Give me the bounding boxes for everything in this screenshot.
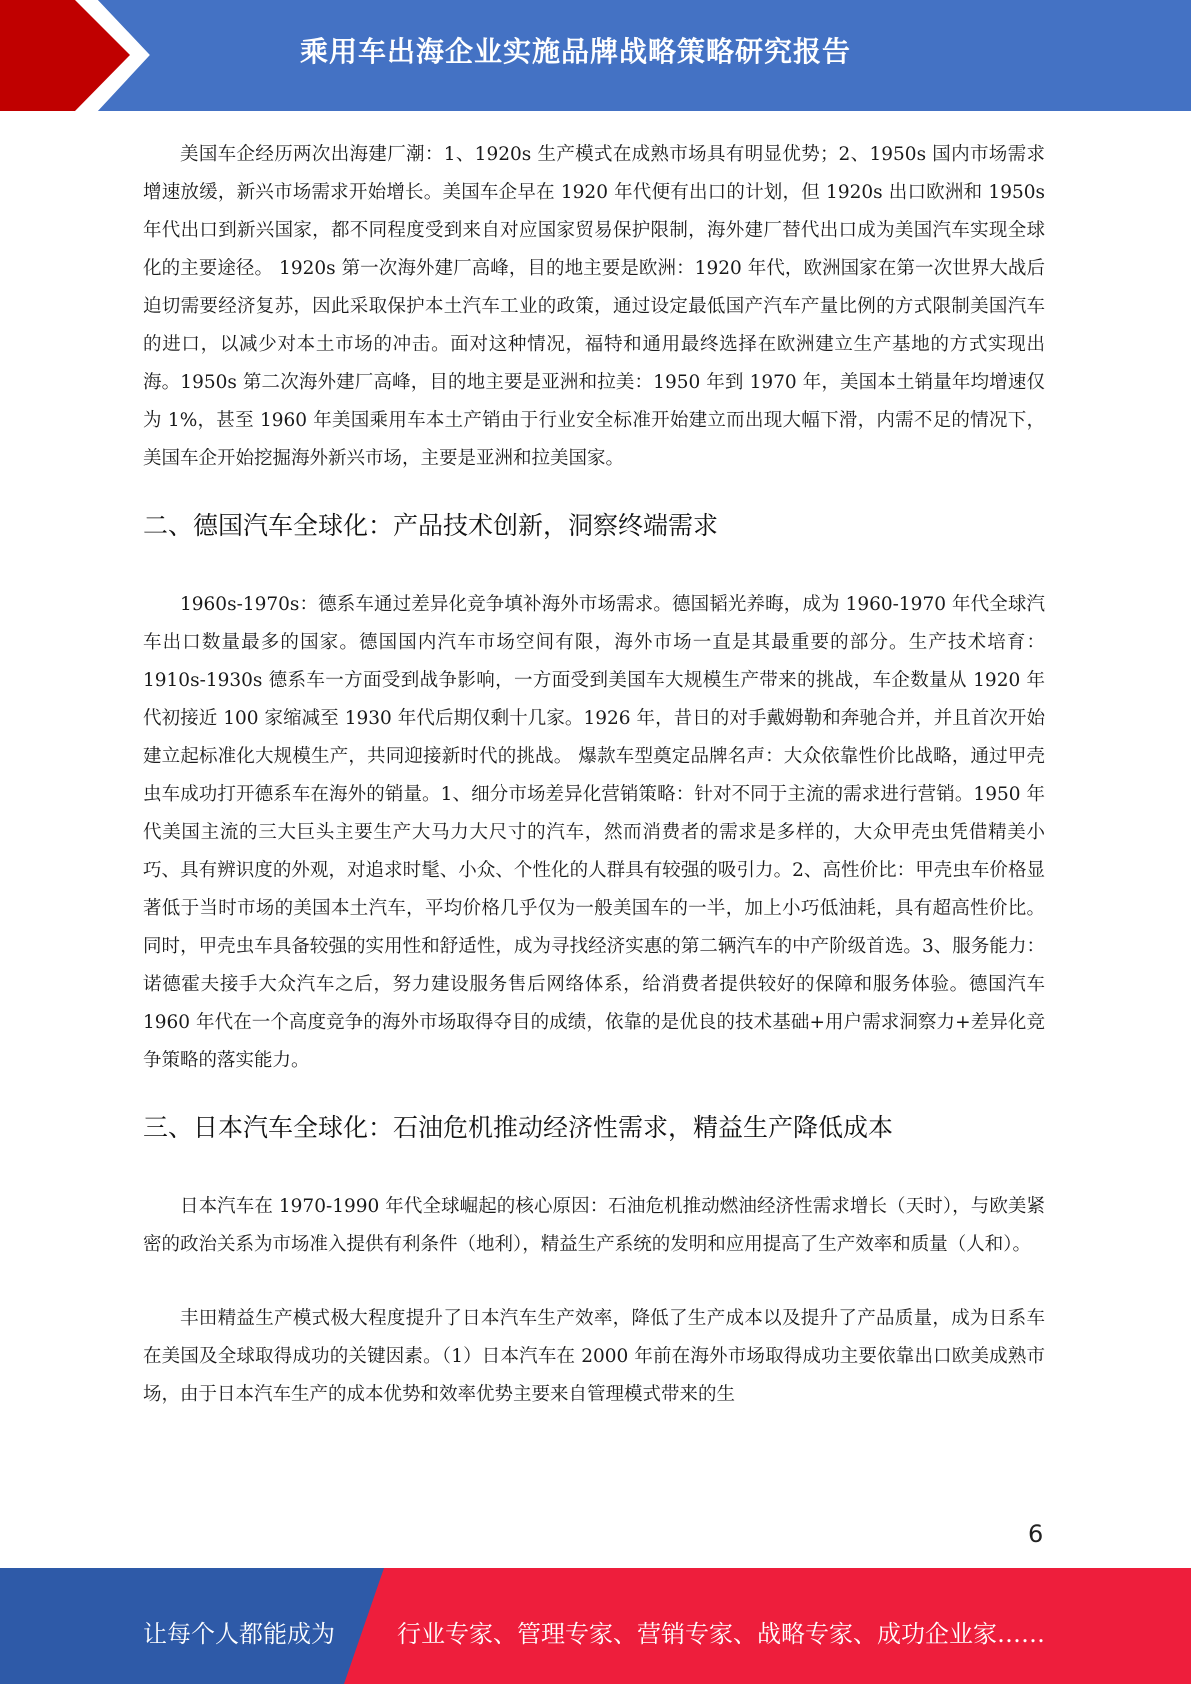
footer-slogan-left: 让每个人都能成为 [143, 1620, 335, 1648]
paragraph-japan-rise: 日本汽车在 1970-1990 年代全球崛起的核心原因：石油危机推动燃油经济性需求增长（天时），与欧美紧密的政治关系为市场准入提供有利条件（地利），精益生产系统的发明和应用提高了生产效率和质量（人和）。 [143, 1196, 1045, 1255]
page-footer [0, 1568, 1191, 1684]
paragraph-us-expansion: 美国车企经历两次出海建厂潮：1、1920s 生产模式在成熟市场具有明显优势；2、1950s 国内市场需求增速放缓，新兴市场需求开始增长。美国车企早在 1920 年代便有出口的计划，但 1920s 出口欧洲和 1950s 年代出口到新兴国家，都不同程度受到来自对应国家贸易保护限制，海外建厂替代出口成为美国汽车实现全球化的主要途径。 1920s 第一次海外建厂高峰，目的地主要是欧洲：1920 年代，欧洲国家在第一次世界大战后迫切需要经济复苏，因此采取保护本土汽车工业的政策，通过设定最低国产汽车产量比例的方式限制美国汽车的进口，以减少对本土市场的冲击。面对这种情况，福特和通用最终选择在欧洲建立生产基地的方式实现出海。1950s 第二次海外建厂高峰，目的地主要是亚洲和拉美：1950 年到 1970 年，美国本土销量年均增速仅为 1%，甚至 1960 年美国乘用车本土产销由于行业安全标准开始建立而出现大幅下滑，内需不足的情况下，美国车企开始挖掘海外新兴市场，主要是亚洲和拉美国家。 [143, 144, 1045, 469]
report-body [143, 136, 1045, 1414]
page-number: 6 [1028, 1520, 1044, 1548]
report-title: 乘用车出海企业实施品牌战略策略研究报告 [300, 35, 852, 68]
header-red-arrow-icon [0, 0, 160, 111]
section-heading-japan: 三、日本汽车全球化：石油危机推动经济性需求，精益生产降低成本 [143, 1113, 894, 1142]
footer-slogan-right: 行业专家、管理专家、营销专家、战略专家、成功企业家…… [397, 1620, 1045, 1648]
paragraph-germany: 1960s-1970s：德系车通过差异化竞争填补海外市场需求。德国韬光养晦，成为 1960-1970 年代全球汽车出口数量最多的国家。德国国内汽车市场空间有限，海外市场一直是其最重要的部分。生产技术培育：1910s-1930s 德系车一方面受到战争影响，一方面受到美国车大规模生产带来的挑战，车企数量从 1920 年代初接近 100 家缩减至 1930 年代后期仅剩十几家。1926 年，昔日的对手戴姆勒和奔驰合并，并且首次开始建立起标准化大规模生产，共同迎接新时代的挑战。 爆款车型奠定品牌名声：大众依靠性价比战略，通过甲壳虫车成功打开德系车在海外的销量。1、细分市场差异化营销策略：针对不同于主流的需求进行营销。1950 年代美国主流的三大巨头主要生产大马力大尺寸的汽车，然而消费者的需求是多样的，大众甲壳虫凭借精美小巧、具有辨识度的外观，对追求时髦、小众、个性化的人群具有较强的吸引力。2、高性价比：甲壳虫车价格显著低于当时市场的美国本土汽车，平均价格几乎仅为一般美国车的一半，加上小巧低油耗，具有超高性价比。同时，甲壳虫车具备较强的实用性和舒适性，成为寻找经济实惠的第二辆汽车的中产阶级首选。3、服务能力：诺德霍夫接手大众汽车之后，努力建设服务售后网络体系，给消费者提供较好的保障和服务体验。德国汽车 1960 年代在一个高度竞争的海外市场取得夺目的成绩，依靠的是优良的技术基础+用户需求洞察力+差异化竞争策略的落实能力。 [143, 594, 1045, 1071]
page-header [0, 0, 1191, 111]
section-heading-germany: 二、德国汽车全球化：产品技术创新，洞察终端需求 [143, 511, 719, 540]
paragraph-spacer [143, 1264, 1045, 1300]
paragraph-toyota-lean: 丰田精益生产模式极大程度提升了日本汽车生产效率，降低了生产成本以及提升了产品质量，成为日系车在美国及全球取得成功的关键因素。（1）日本汽车在 2000 年前在海外市场取得成功主要依靠出口欧美成熟市场，由于日本汽车生产的成本优势和效率优势主要来自管理模式带来的生 [143, 1308, 1045, 1405]
